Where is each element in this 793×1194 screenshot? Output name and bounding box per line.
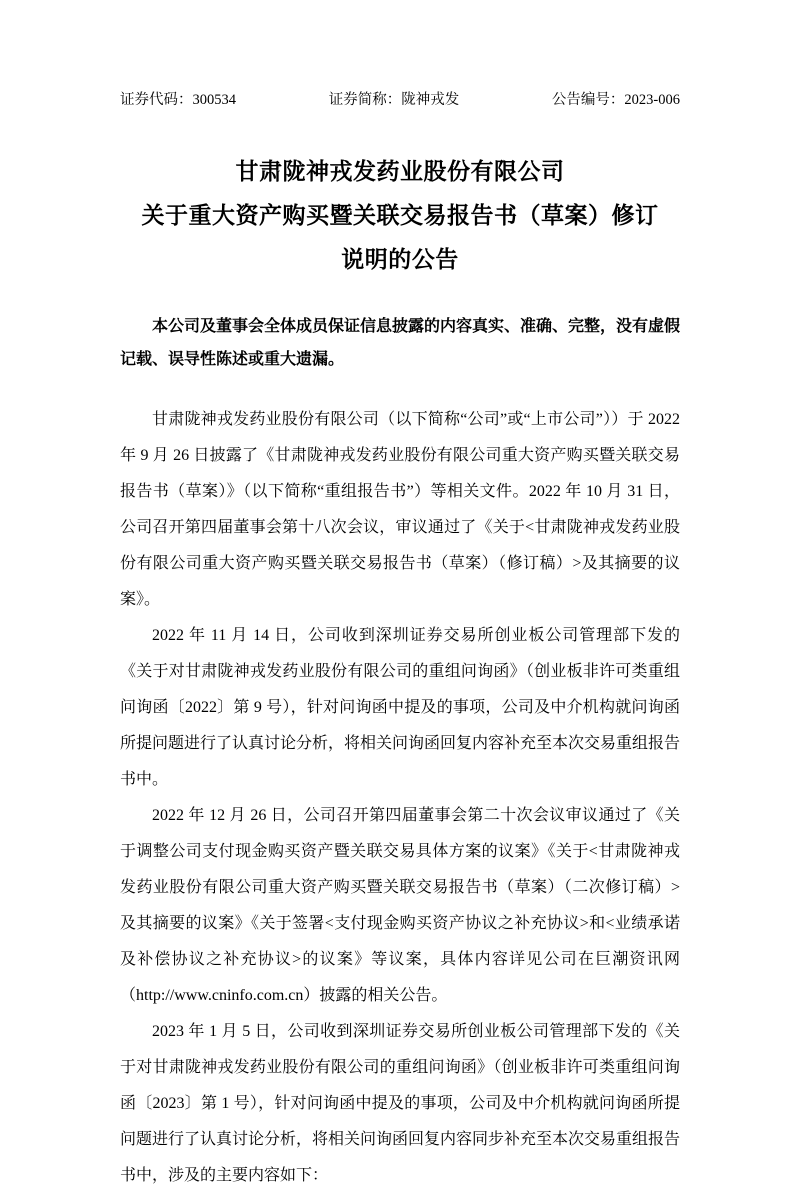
body-paragraph-3: 2022 年 12 月 26 日，公司召开第四届董事会第二十次会议审议通过了《关于调整公司支付现金购买资产暨关联交易具体方案的议案》《关于<甘肃陇神戎发药业股份有限公司重大资产购买暨关联交易报告书（草案）（二次修订稿）>及其摘要的议案》《关于签署<支付现金购买资产协议之补充协议>和<业绩承诺及补偿协议之补充协议>的议案》等议案，具体内容详见公司在巨潮资讯网（http://www.cninfo.com.cn）披露的相关公告。 bbox=[120, 807, 680, 1004]
document-body bbox=[120, 402, 680, 1194]
title-line-subject: 关于重大资产购买暨关联交易报告书（草案）修订 bbox=[141, 203, 659, 228]
title-line-suffix: 说明的公告 bbox=[341, 247, 459, 272]
document-title bbox=[120, 150, 680, 282]
announcement-number: 公告编号：2023-006 bbox=[551, 92, 680, 108]
title-line-company: 甘肃陇神戎发药业股份有限公司 bbox=[235, 159, 565, 184]
body-paragraph-1: 甘肃陇神戎发药业股份有限公司（以下简称“公司”或“上市公司”））于 2022 年 9 月 26 日披露了《甘肃陇神戎发药业股份有限公司重大资产购买暨关联交易报告书（草案）》（以下简称“重组报告书”）等相关文件。2022 年 10 月 31 日，公司召开第四届董事会第十八次会议，审议通过了《关于<甘肃陇神戎发药业股份有限公司重大资产购买暨关联交易报告书（草案）（修订稿）>及其摘要的议案》。 bbox=[120, 411, 680, 608]
body-paragraph-4: 2023 年 1 月 5 日，公司收到深圳证券交易所创业板公司管理部下发的《关于对甘肃陇神戎发药业股份有限公司的重组问询函》（创业板非许可类重组问询函〔2023〕第 1 号），针对问询函中提及的事项，公司及中介机构就问询函所提问题进行了认真讨论分析，将相关问询函回复内容同步补充至本次交易重组报告书中，涉及的主要内容如下： bbox=[120, 1023, 681, 1184]
disclosure-statement: 本公司及董事会全体成员保证信息披露的内容真实、准确、完整，没有虚假记载、误导性陈述或重大遗漏。 bbox=[120, 318, 681, 368]
stock-name: 证券简称：陇神戎发 bbox=[328, 92, 460, 108]
body-paragraph-2: 2022 年 11 月 14 日，公司收到深圳证券交易所创业板公司管理部下发的《关于对甘肃陇神戎发药业股份有限公司的重组问询函》（创业板非许可类重组问询函〔2022〕第 9 号），针对问询函中提及的事项，公司及中介机构就问询函所提问题进行了认真讨论分析，将相关问询函回复内容补充至本次交易重组报告书中。 bbox=[120, 627, 681, 788]
document-header bbox=[120, 90, 680, 110]
stock-code: 证券代码：300534 bbox=[120, 92, 236, 108]
